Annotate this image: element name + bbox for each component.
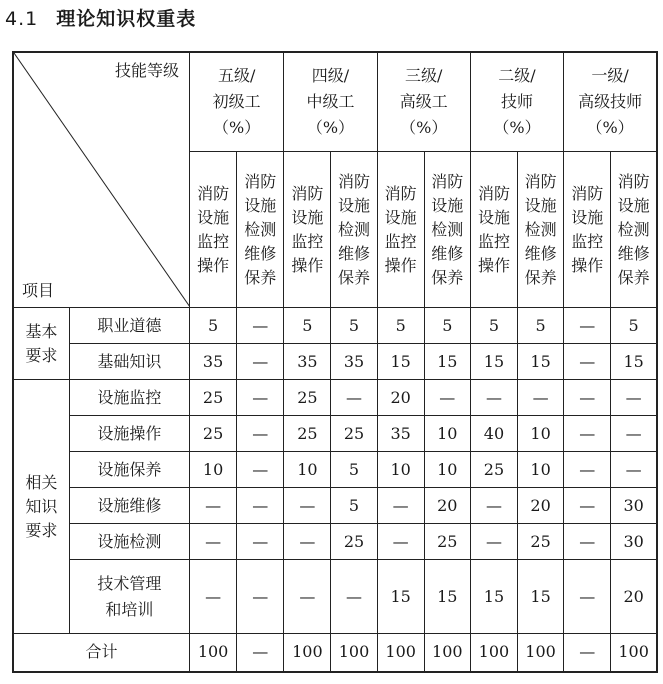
sub-header-inspection-maintenance: 消防 设施 检测 维修 保养 (611, 152, 657, 308)
grade-header: 一级/ 高级技师 （%） (564, 52, 657, 152)
weight-cell: 25 (331, 416, 377, 452)
weight-cell: — (564, 524, 611, 560)
weight-cell: — (377, 488, 424, 524)
weight-cell: 25 (190, 380, 237, 416)
weight-cell: 25 (284, 380, 331, 416)
weight-cell: 25 (518, 524, 564, 560)
weight-cell: 10 (190, 452, 237, 488)
total-cell: 100 (190, 634, 237, 672)
weight-cell: — (237, 488, 284, 524)
total-label: 合计 (13, 634, 190, 672)
weight-cell: 5 (331, 452, 377, 488)
weight-cell: — (331, 560, 377, 634)
weight-cell: 25 (331, 524, 377, 560)
weight-cell: 15 (518, 344, 564, 380)
weight-cell: — (518, 380, 564, 416)
weight-cell: 5 (331, 488, 377, 524)
table-row (13, 308, 657, 344)
total-cell: 100 (377, 634, 424, 672)
table-row (13, 452, 657, 488)
weight-cell: — (237, 344, 284, 380)
weight-cell: — (564, 560, 611, 634)
item-name: 设施保养 (69, 452, 189, 488)
weight-cell: 35 (190, 344, 237, 380)
weight-cell: 10 (424, 452, 470, 488)
weight-cell: 30 (611, 524, 657, 560)
sub-header-monitoring-operation: 消防 设施 监控 操作 (284, 152, 331, 308)
section-title: 理论知识权重表 (56, 8, 197, 30)
weight-cell: — (284, 560, 331, 634)
weight-cell: 5 (331, 308, 377, 344)
sub-header-inspection-maintenance: 消防 设施 检测 维修 保养 (331, 152, 377, 308)
weight-cell: 5 (284, 308, 331, 344)
total-cell: 100 (424, 634, 470, 672)
weight-cell: — (190, 524, 237, 560)
weight-cell: 15 (377, 560, 424, 634)
item-name: 基础知识 (69, 344, 189, 380)
weight-cell: 20 (611, 560, 657, 634)
weight-cell: 25 (424, 524, 470, 560)
weight-cell: 35 (331, 344, 377, 380)
total-cell: 100 (611, 634, 657, 672)
weight-cell: — (237, 308, 284, 344)
weight-cell: 15 (518, 560, 564, 634)
weight-cell: — (564, 308, 611, 344)
diagonal-header-cell (13, 52, 190, 308)
item-name: 设施操作 (69, 416, 189, 452)
weight-cell: 5 (611, 308, 657, 344)
weight-cell: — (284, 524, 331, 560)
weight-cell: — (611, 416, 657, 452)
weight-cell: 35 (377, 416, 424, 452)
total-cell: 100 (470, 634, 517, 672)
skill-level-label: 技能等级 (115, 61, 180, 80)
weight-cell: 10 (377, 452, 424, 488)
sub-header-monitoring-operation: 消防 设施 监控 操作 (470, 152, 517, 308)
grade-header: 二级/ 技师 （%） (470, 52, 563, 152)
weight-cell: 10 (424, 416, 470, 452)
weight-cell: 35 (284, 344, 331, 380)
weight-cell: — (237, 416, 284, 452)
weight-cell: — (237, 380, 284, 416)
weight-cell: 25 (190, 416, 237, 452)
weight-cell: — (237, 524, 284, 560)
weight-cell: — (190, 488, 237, 524)
weight-cell: 5 (518, 308, 564, 344)
weight-cell: 20 (518, 488, 564, 524)
weight-cell: — (424, 380, 470, 416)
section-number: 4.1 (5, 8, 39, 30)
total-cell: — (237, 634, 284, 672)
table-row (13, 344, 657, 380)
weight-cell: 25 (284, 416, 331, 452)
weight-table (12, 51, 658, 673)
weight-cell: 15 (424, 560, 470, 634)
weight-cell: 5 (377, 308, 424, 344)
sub-header-monitoring-operation: 消防 设施 监控 操作 (377, 152, 424, 308)
item-name: 职业道德 (69, 308, 189, 344)
category-basic-requirements: 基本 要求 (13, 308, 69, 380)
item-name: 设施监控 (69, 380, 189, 416)
weight-cell: — (564, 416, 611, 452)
weight-cell: — (564, 452, 611, 488)
total-row (13, 634, 657, 672)
total-cell: 100 (331, 634, 377, 672)
weight-cell: 20 (377, 380, 424, 416)
weight-cell: 40 (470, 416, 517, 452)
item-name: 技术管理 和培训 (69, 560, 189, 634)
weight-cell: — (284, 488, 331, 524)
weight-cell: 15 (611, 344, 657, 380)
weight-cell: 10 (284, 452, 331, 488)
weight-cell: 15 (470, 560, 517, 634)
total-cell: — (564, 634, 611, 672)
grade-header: 五级/ 初级工 （%） (190, 52, 284, 152)
weight-cell: — (190, 560, 237, 634)
table-row (13, 380, 657, 416)
weight-cell: — (377, 524, 424, 560)
weight-cell: 15 (377, 344, 424, 380)
weight-cell: 20 (424, 488, 470, 524)
total-cell: 100 (518, 634, 564, 672)
weight-cell: — (237, 452, 284, 488)
weight-cell: — (611, 380, 657, 416)
sub-header-monitoring-operation: 消防 设施 监控 操作 (190, 152, 237, 308)
diagonal-line (14, 53, 190, 307)
item-label: 项目 (22, 281, 55, 300)
weight-cell: 15 (424, 344, 470, 380)
grade-header: 三级/ 高级工 （%） (377, 52, 470, 152)
weight-cell: — (564, 488, 611, 524)
category-related-knowledge: 相关 知识 要求 (13, 380, 69, 634)
weight-cell: — (564, 380, 611, 416)
item-name: 设施检测 (69, 524, 189, 560)
weight-cell: — (331, 380, 377, 416)
weight-cell: — (470, 380, 517, 416)
table-row (13, 524, 657, 560)
table-row (13, 560, 657, 634)
weight-cell: — (470, 524, 517, 560)
grade-header: 四级/ 中级工 （%） (284, 52, 377, 152)
weight-cell: 30 (611, 488, 657, 524)
item-name: 设施维修 (69, 488, 189, 524)
sub-header-inspection-maintenance: 消防 设施 检测 维修 保养 (237, 152, 284, 308)
weight-cell: 10 (518, 416, 564, 452)
section-heading (5, 4, 196, 31)
weight-cell: 5 (424, 308, 470, 344)
weight-cell: — (237, 560, 284, 634)
weight-cell: 10 (518, 452, 564, 488)
weight-cell: 5 (190, 308, 237, 344)
table-row (13, 416, 657, 452)
weight-cell: — (470, 488, 517, 524)
sub-header-monitoring-operation: 消防 设施 监控 操作 (564, 152, 611, 308)
weight-cell: 15 (470, 344, 517, 380)
weight-cell: 25 (470, 452, 517, 488)
table-row (13, 488, 657, 524)
weight-cell: — (564, 344, 611, 380)
total-cell: 100 (284, 634, 331, 672)
sub-header-inspection-maintenance: 消防 设施 检测 维修 保养 (424, 152, 470, 308)
weight-cell: 5 (470, 308, 517, 344)
sub-header-inspection-maintenance: 消防 设施 检测 维修 保养 (518, 152, 564, 308)
weight-cell: — (611, 452, 657, 488)
